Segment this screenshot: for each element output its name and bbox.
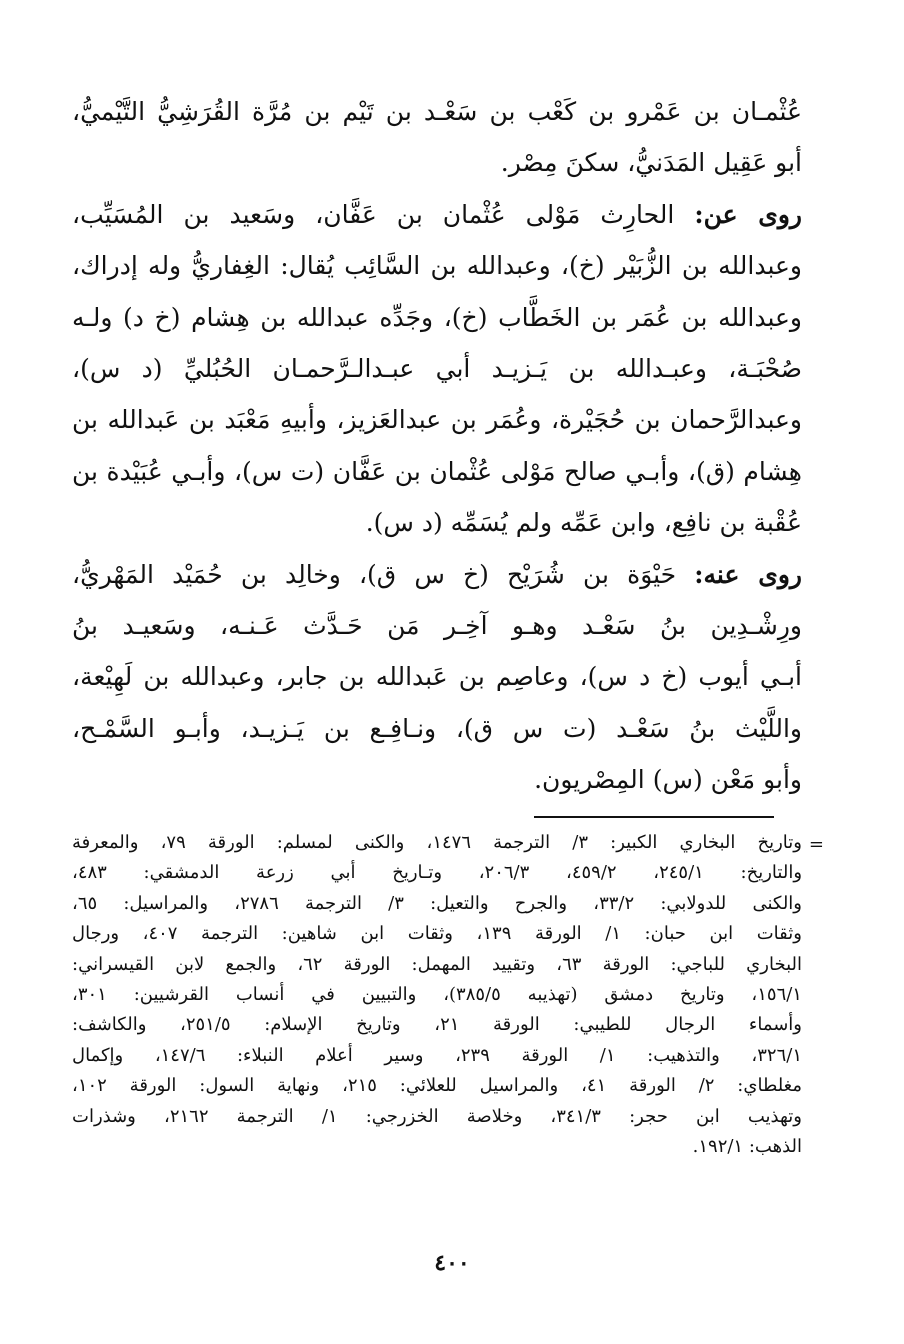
footnote-line: ٣٢٦/١، والتذهيب: ١/ الورقة ٢٣٩، وسير أعلام النبلاء: ١٤٧/٦، وإكمال	[72, 1044, 802, 1066]
text-line: وأبو مَعْن (س) المِصْريون.	[534, 765, 802, 795]
text-line: وعبدالله بن الزُّبَيْر (خ)، وعبدالله بن السَّائِب يُقال: الغِفاريُّ وله إدراك،	[72, 251, 802, 281]
narrated-from-heading: روى عن:	[694, 199, 802, 229]
footnote-line: البخاري للباجي: الورقة ٦٣، وتقييد المهمل: الورقة ٦٢، والجمع لابن القيسراني:	[72, 953, 802, 975]
footnote-continuation-marker: =	[808, 834, 824, 855]
text-line: وعبدالرَّحمان بن حُجَيْرة، وعُمَر بن عبدالعَزيز، وأبيهِ مَعْبَد بن عَبدالله بن	[72, 405, 802, 435]
page-number: ٤٠٠	[434, 1250, 470, 1276]
footnote-line: الذهب: ١٩٢/١.	[692, 1135, 802, 1157]
text-line: واللَّيْث بنُ سَعْـد (ت س ق)، ونـافِـع بن يَـزيـد، وأبـو السَّمْـح،	[72, 713, 802, 743]
footnote-line: مغلطاي: ٢/ الورقة ٤١، والمراسيل للعلائي: ٢١٥، ونهاية السول: الورقة ١٠٢،	[72, 1075, 802, 1097]
footnote-line: ١٥٦/١، وتاريخ دمشق (تهذيبه ٣٨٥/٥)، والتبيين في أنساب القرشيين: ٣٠١،	[72, 983, 802, 1005]
footnote-line: وأسماء الرجال للطيبي: الورقة ٢١، وتاريخ الإسلام: ٢٥١/٥، والكاشف:	[72, 1014, 802, 1036]
text-line: وعبدالله بن عُمَر بن الخَطَّاب (خ)، وجَدِّه عبدالله بن هِشام (خ د) ولـه	[72, 302, 802, 332]
text-line: صُحْبَـة، وعبـدالله بن يَـزيـد أبي عبـدالـرَّحمـان الحُبُليِّ (د س)،	[72, 353, 802, 383]
narrators-heading: روى عنه:	[694, 559, 802, 589]
text-line: أبـي أيوب (خ د س)، وعاصِم بن عَبدالله بن جابر، وعبدالله بن لَهِيْعة،	[72, 662, 802, 692]
text-line: عُقْبة بن نافِع، وابن عَمِّه ولم يُسَمِّه (د س).	[365, 508, 802, 538]
footnote-line: والتاريخ: ٢٤٥/١، ٤٥٩/٢، ٢٠٦/٣، وتـاريخ أبي زرعة الدمشقي: ٤٨٣،	[72, 862, 802, 884]
footnote-line: وتهذيب ابن حجر: ٣٤١/٣، وخلاصة الخزرجي: ١/ الترجمة ٢١٦٢، وشذرات	[72, 1105, 802, 1127]
text-line: ورِشْـدِين بنُ سَعْـد وهـو آخِـر مَن حَـدَّث عَـنـه، وسَعيـد بنُ	[72, 610, 802, 640]
footnotes	[72, 828, 802, 1162]
main-text	[72, 86, 802, 805]
text-line: روى عنه: حَيْوَة بن شُرَيْح (خ س ق)، وخالِد بن حُمَيْد المَهْريُّ،	[72, 559, 802, 589]
text-line: أبو عَقِيل المَدَنيُّ، سكنَ مِصْر.	[500, 148, 802, 178]
text-line: هِشام (ق)، وأبـي صالح مَوْلى عُثْمان بن عَفَّان (ت س)، وأبـي عُبَيْدة بن	[72, 456, 802, 486]
text-line: روى عن: الحارِث مَوْلى عُثْمان بن عَفَّان، وسَعيد بن المُسَيِّب،	[72, 199, 802, 229]
footnote-line: والكنى للدولابي: ٣٣/٢، والجرح والتعيل: ٣/ الترجمة ٢٧٨٦، والمراسيل: ٦٥،	[72, 892, 802, 914]
footnote-line: وتاريخ البخاري الكبير: ٣/ الترجمة ١٤٧٦، والكنى لمسلم: الورقة ٧٩، والمعرفة	[72, 832, 802, 853]
footnote-line: وثقات ابن حبان: ١/ الورقة ١٣٩، وثقات ابن شاهين: الترجمة ٤٠٧، ورجال	[72, 923, 802, 945]
text-line: عُثْمـان بن عَمْرو بن كَعْب بن سَعْـد بن تَيْم بن مُرَّة القُرَشِيُّ التَّيْميُّ،	[72, 97, 802, 126]
footnote-separator	[534, 816, 774, 818]
